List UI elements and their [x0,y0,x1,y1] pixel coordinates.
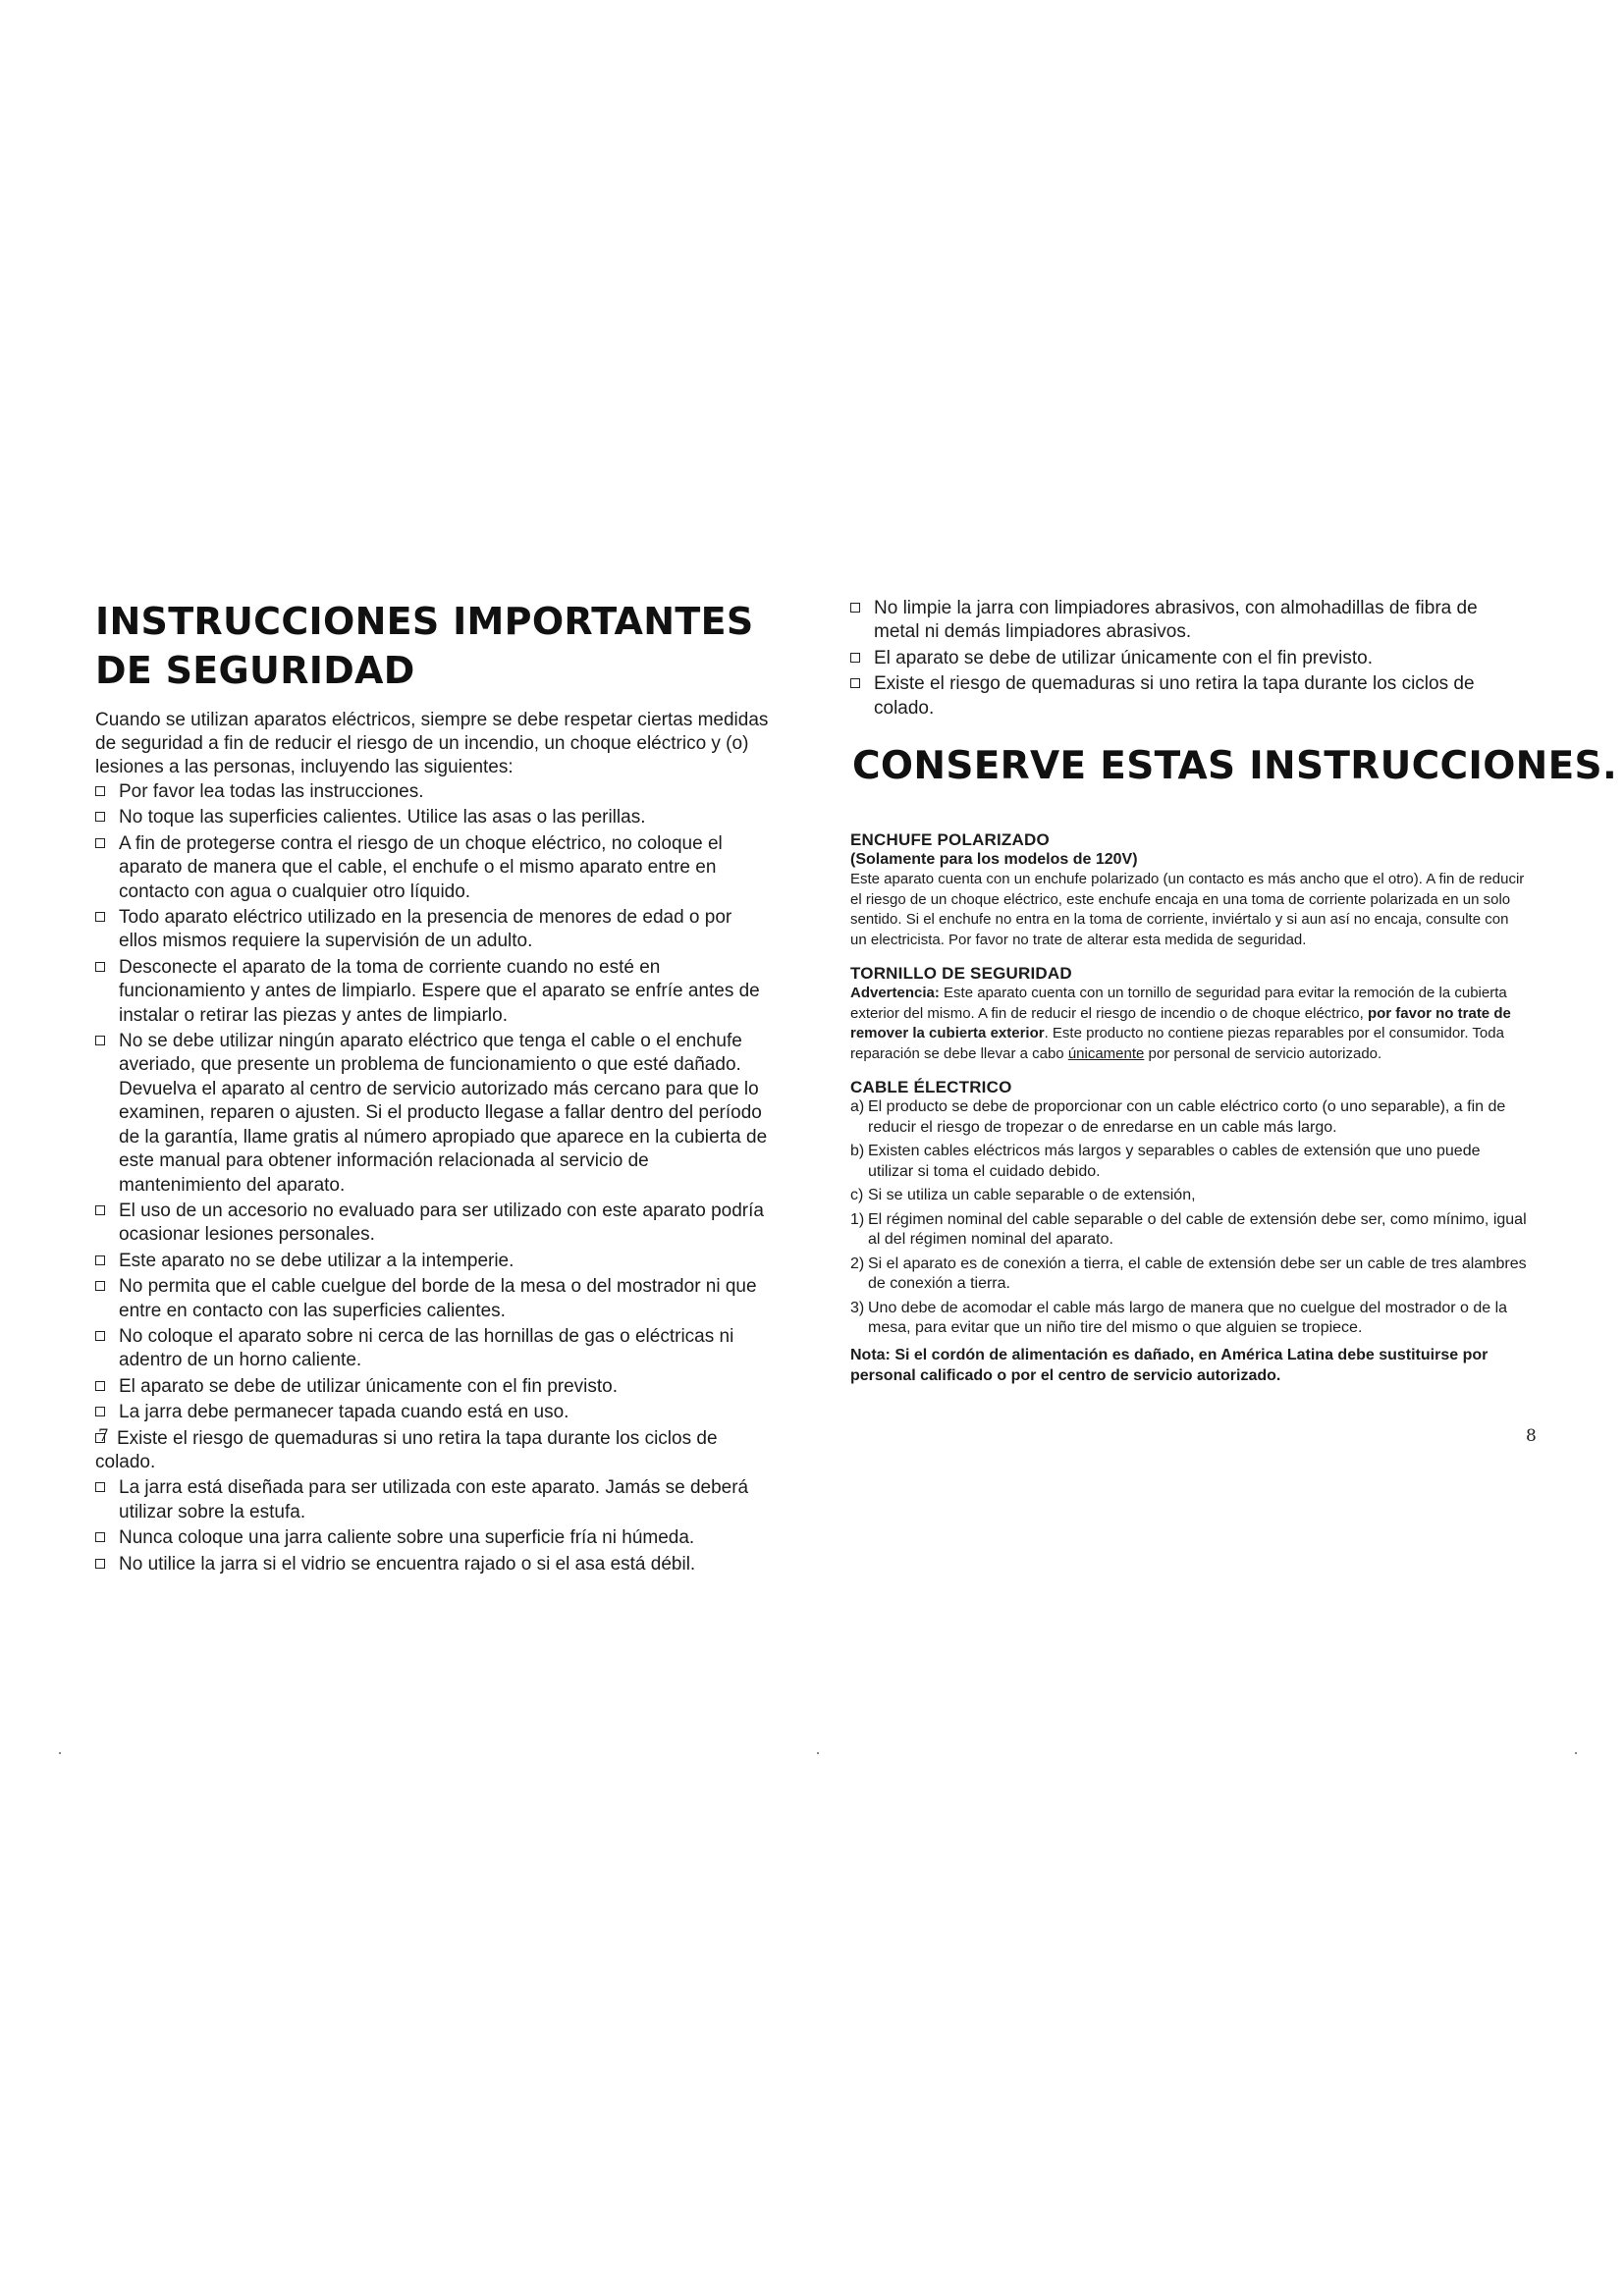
checkbox-icon [95,1559,105,1569]
list-item: La jarra debe permanecer tapada cuando está en uso. [95,1401,773,1424]
list-item: La jarra está diseñada para ser utilizada con este aparato. Jamás se deberá utilizar sobre la estufa. [95,1476,773,1524]
checkbox-icon [95,1331,105,1341]
left-page [95,597,773,1578]
list-item: Por favor lea todas las instrucciones. [95,780,773,804]
list-item: El uso de un accesorio no evaluado para ser utilizado con este aparato podría ocasionar lesiones personales. [95,1200,773,1248]
checkbox-icon [95,812,105,822]
list-item: No toque las superficies calientes. Utilice las asas o las perillas. [95,806,773,829]
print-mark [1575,1752,1577,1754]
page-number-right: 8 [1526,1426,1537,1446]
list-item: El aparato se debe de utilizar únicamente con el fin previsto. [95,1375,773,1399]
print-mark [817,1752,819,1754]
intro-paragraph: Cuando se utilizan aparatos eléctricos, siempre se debe respetar ciertas medidas de seguridad a fin de reducir el riesgo de un incendio, un choque eléctrico y (o) lesiones a las personas, incluyendo las siguientes: [95,710,769,777]
list-item: Existe el riesgo de quemaduras si uno retira la tapa durante los ciclos de colado. [850,672,1528,721]
list-item: Todo aparato eléctrico utilizado en la presencia de menores de edad o por ellos mismos requiere la supervisión de un adulto. [95,906,773,954]
tornillo-section [850,964,1528,1064]
cable-section [850,1078,1528,1386]
list-item: No se debe utilizar ningún aparato eléctrico que tenga el cable o el enchufe averiado, que presente un problema de funcionamiento o que esté dañado. Devuelva el aparato al centro de servicio autorizado más cercano para que lo examinen, reparen o ajusten. Si el producto llegase a fallar dentro del período de la garantía, llame gratis al número apropiado que aparece en la cubierta de este manual para obtener información relacionada al servicio de mantenimiento del aparato. [95,1030,773,1198]
checkbox-icon [850,653,860,663]
list-item: No coloque el aparato sobre ni cerca de las hornillas de gas o eléctricas ni adentro de un horno caliente. [95,1325,773,1373]
enchufe-section [850,830,1528,950]
list-item: c) Si se utiliza un cable separable o de extensión, [850,1187,1196,1204]
checkbox-icon [95,912,105,922]
list-item: No permita que el cable cuelgue del borde de la mesa o del mostrador ni que entre en contacto con las superficies calientes. [95,1275,773,1323]
safety-checklist-continued [850,597,1528,721]
list-item: 1) El régimen nominal del cable separable o del cable de extensión debe ser, como mínimo, igual al del régimen nominal del aparato. [850,1210,1527,1249]
checkbox-icon [850,678,860,688]
checkbox-icon [95,1205,105,1215]
checkbox-icon [95,1407,105,1416]
checkbox-icon [95,1482,105,1492]
right-page [850,597,1618,1402]
list-item: A fin de protegerse contra el riesgo de un choque eléctrico, no coloque el aparato de manera que el cable, el enchufe o el mismo aparato entre en contacto con agua o cualquier otro líquido. [95,832,773,904]
checkbox-icon [850,603,860,613]
list-item: a) El producto se debe de proporcionar con un cable eléctrico corto (o uno separable), a fin de reducir el riesgo de tropezar o de enredarse en un cable más largo. [850,1098,1506,1136]
section-title: TORNILLO DE SEGURIDAD [850,964,1072,984]
section-text: Este aparato cuenta con un enchufe polarizado (un contacto es más ancho que el otro). A fin de reducir el riesgo de un choque eléctrico, este enchufe encaja en una toma de corriente polarizada en un solo sentido. Si el enchufe no entra en la toma de corriente, inviértalo y si aun así no encaja, consulte con un electricista. Por favor no trate de alterar esta medida de seguridad. [850,871,1525,948]
list-item: 3) Uno debe de acomodar el cable más largo de manera que no cuelgue del mostrador o de la mesa, para evitar que un niño tire del mismo o que alguien se tropiece. [850,1299,1508,1337]
warning-label: Advertencia: [850,985,940,1002]
checkbox-icon [95,1255,105,1265]
section-subtitle: (Solamente para los modelos de 120V) [850,851,1138,869]
checkbox-icon [95,1532,105,1542]
warning-emphasis: por favor no trate de remover la cubierta exterior [850,1004,1511,1042]
list-item: Nunca coloque una jarra caliente sobre una superficie fría ni húmeda. [95,1526,773,1550]
section-title: ENCHUFE POLARIZADO [850,830,1050,850]
section-title: CABLE ÉLECTRICO [850,1078,1012,1097]
safety-checklist [95,780,773,1576]
page-number-left: 7 [98,1426,109,1446]
cable-list [850,1097,1528,1339]
checkbox-icon [95,838,105,848]
list-item: No utilice la jarra si el vidrio se encuentra rajado o si el asa está débil. [95,1553,773,1576]
list-item: Este aparato no se debe utilizar a la intemperie. [95,1250,773,1273]
section-text: Advertencia: Este aparato cuenta con un tornillo de seguridad para evitar la remoción de la cubierta exterior del mismo. A fin de reducir el riesgo de incendio o de choque eléctrico, por favor no trate de remover la cubierta exterior. Este producto no contiene piezas reparables por el consumidor. Toda reparación se debe llevar a cabo únicamente por personal de servicio autorizado. [850,985,1511,1062]
conserve-title: CONSERVE ESTAS INSTRUCCIONES. [852,744,1618,789]
checkbox-icon [95,962,105,972]
list-item: Existe el riesgo de quemaduras si uno retira la tapa durante los ciclos de colado. [95,1427,718,1472]
checkbox-icon [95,1281,105,1291]
checkbox-icon [95,1381,105,1391]
checkbox-icon [95,786,105,796]
list-item: b) Existen cables eléctricos más largos y separables o cables de extensión que uno puede utilizar si toma el cuidado debido. [850,1143,1481,1180]
list-item: No limpie la jarra con limpiadores abrasivos, con almohadillas de fibra de metal ni demás limpiadores abrasivos. [850,597,1528,645]
latam-note: Nota: Si el cordón de alimentación es dañado, en América Latina debe sustituirse por personal calificado o por el centro de servicio autorizado. [850,1346,1489,1384]
checkbox-icon [95,1036,105,1045]
print-mark [59,1752,61,1754]
safety-title: INSTRUCCIONES IMPORTANTES DE SEGURIDAD [95,600,754,692]
list-item: Desconecte el aparato de la toma de corriente cuando no esté en funcionamiento y antes de limpiarlo. Espere que el aparato se enfríe antes de instalar o retirar las piezas y antes de limpiarlo. [95,956,773,1028]
list-item: El aparato se debe de utilizar únicamente con el fin previsto. [850,647,1528,670]
underlined-word: únicamente [1067,1044,1145,1062]
list-item: 2) Si el aparato es de conexión a tierra, el cable de extensión debe ser un cable de tres alambres de conexión a tierra. [850,1255,1527,1293]
